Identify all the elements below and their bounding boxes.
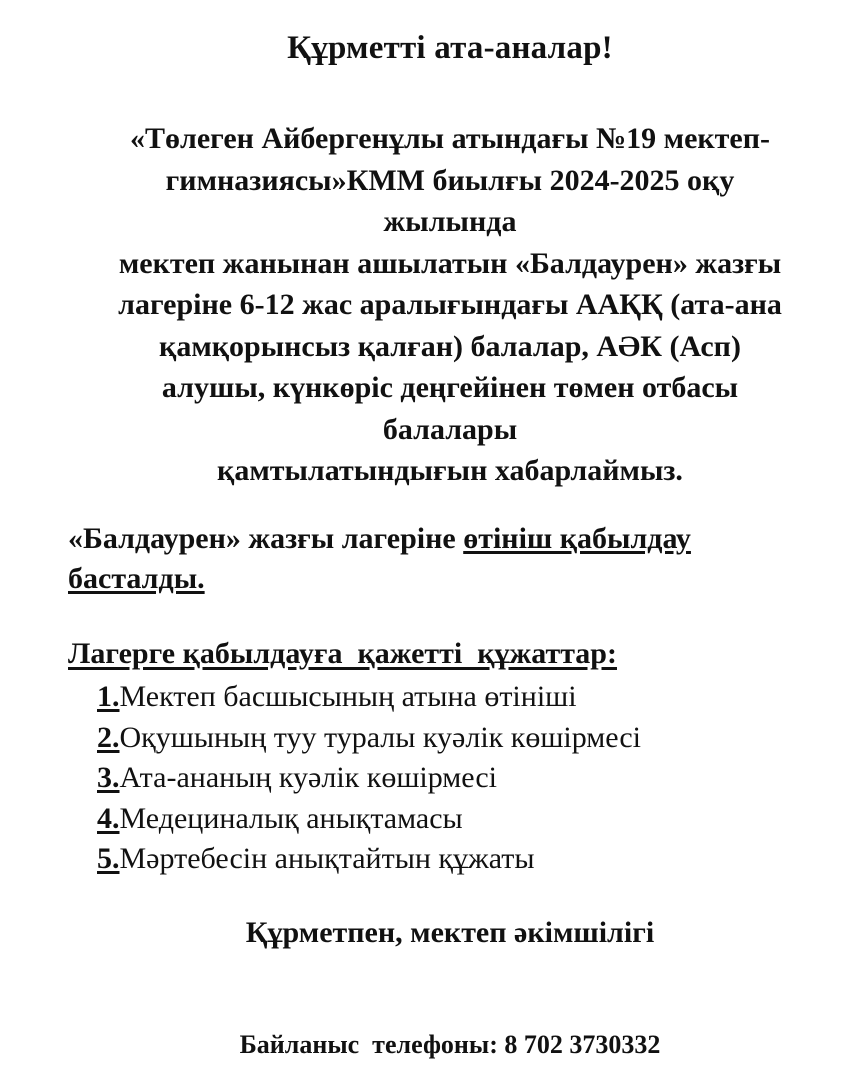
- required-documents-heading: Лагерге қабылдауға қажетті құжаттар:: [68, 637, 617, 670]
- announcement-line: лагеріне 6-12 жас аралығындағы ААҚҚ (ата-ана: [118, 288, 782, 321]
- application-open-notice: [68, 519, 828, 599]
- notice-underlined-line2: басталды.: [68, 562, 205, 595]
- required-documents-list: [97, 677, 641, 880]
- list-item-number: 4.: [97, 801, 120, 835]
- announcement-line: қамқорынсыз қалған) балалар, АӘК (Асп): [159, 329, 741, 363]
- list-item-number: 1.: [97, 680, 120, 713]
- list-item-text: Ата-ананың куәлік көшірмесі: [119, 761, 498, 794]
- announcement-line: жылында: [383, 205, 517, 238]
- list-item: [97, 799, 641, 840]
- list-item-number: 3.: [97, 761, 120, 794]
- contact-phone: Байланыс телефоны: 8 702 3730332: [239, 1030, 661, 1059]
- greeting-heading: Құрметті ата-аналар!: [287, 30, 613, 66]
- list-item-text: Мәртебесін анықтайтын құжаты: [119, 842, 535, 875]
- list-item-text: Оқушының туу туралы куәлік көшірмесі: [119, 720, 641, 754]
- notice-underlined: өтініш қабылдау: [463, 522, 691, 555]
- announcement-line: мектеп жанынан ашылатын «Балдаурен» жазғы: [118, 246, 782, 280]
- announcement-line: балалары: [382, 412, 518, 446]
- announcement-line: қамтылатындығын хабарлаймыз.: [217, 454, 683, 487]
- list-item: [97, 758, 641, 799]
- list-item-text: Медециналық анықтамасы: [119, 801, 463, 835]
- announcement-line: «Төлеген Айбергенұлы атындағы №19 мектеп-: [129, 122, 771, 155]
- list-item-number: 2.: [97, 720, 120, 754]
- notice-prefix: «Балдаурен» жазғы лагеріне: [68, 522, 464, 555]
- announcement-line: гимназиясы»КММ биылғы 2024-2025 оқу: [165, 163, 735, 197]
- list-item-text: Мектеп басшысының атына өтініші: [119, 680, 577, 713]
- signature: Құрметпен, мектеп әкімшілігі: [245, 916, 655, 949]
- announcement-text: [40, 118, 860, 492]
- announcement-line: алушы, күнкөріс деңгейінен төмен отбасы: [161, 371, 739, 404]
- list-item: [97, 839, 641, 880]
- list-item-number: 5.: [97, 842, 120, 875]
- list-item: [97, 677, 641, 718]
- list-item: [97, 718, 641, 759]
